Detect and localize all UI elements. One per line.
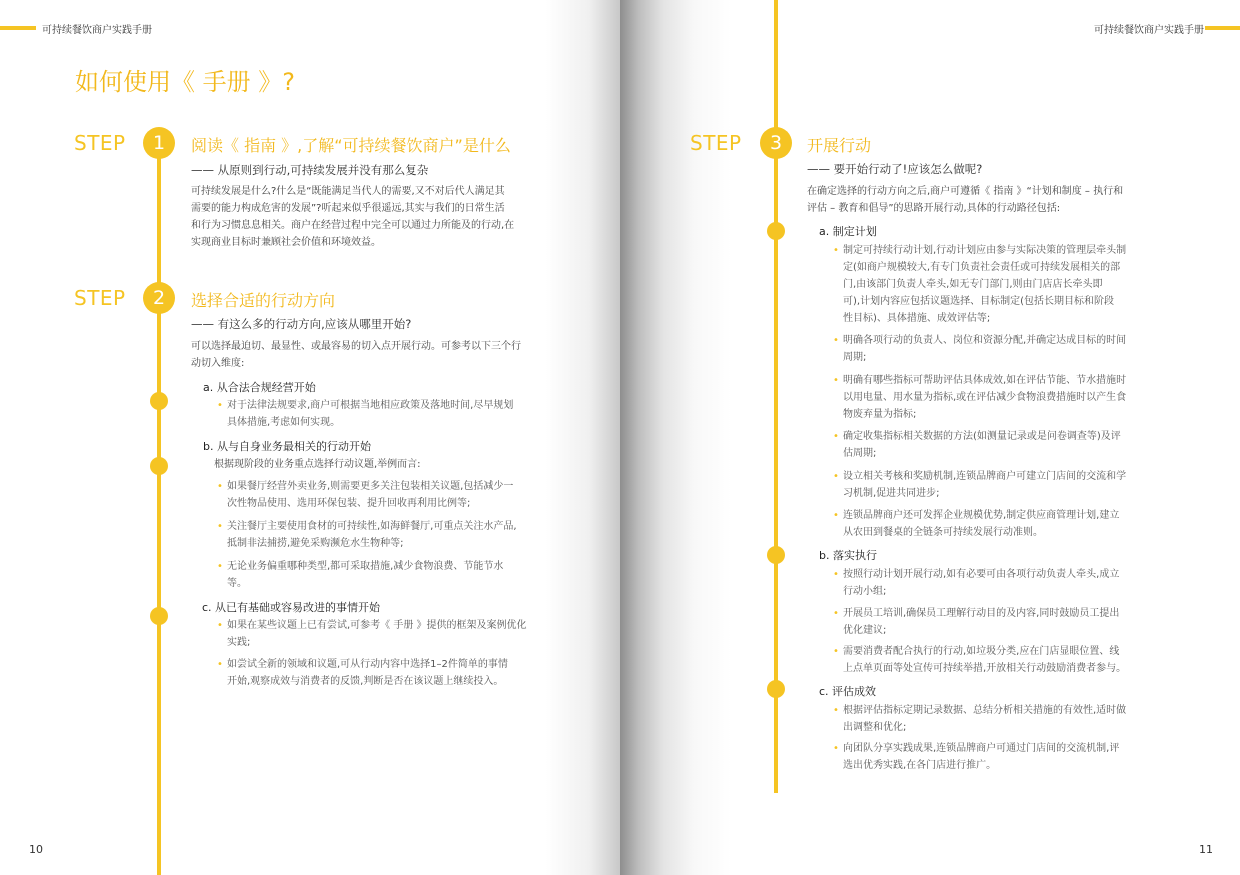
right-page: [620, 0, 1240, 875]
step-label: STEP: [74, 131, 126, 155]
timeline-dot: [767, 680, 785, 698]
list-item: • 向团队分享实践成果,连锁品牌商户可通过门店间的交流机制,评 选出优秀实践,在各门店进行推广。: [833, 740, 1183, 774]
step2-title: 选择合适的行动方向: [191, 291, 336, 310]
step-label: STEP: [74, 286, 126, 310]
timeline-line: [157, 148, 161, 875]
step2-b-intro: 根据现阶段的业务重点选择行动议题,举例而言:: [214, 459, 421, 470]
timeline-dot: [150, 457, 168, 475]
step1-title: 阅读《 指南 》,了解“可持续餐饮商户”是什么: [191, 136, 511, 155]
list-item: • 需要消费者配合执行的行动,如垃圾分类,应在门店显眼位置、线 上点单页面等处宣传可持续举措,开放相关行动鼓励消费者参与。: [833, 643, 1183, 677]
list-item: • 明确各项行动的负责人、岗位和资源分配,并确定达成目标的时间 周期;: [833, 332, 1183, 366]
step-number-badge: 1: [143, 127, 175, 159]
list-item: • 对于法律法规要求,商户可根据当地相应政策及落地时间,尽早规划 具体措施,考虑如何实现。: [217, 397, 563, 431]
timeline-dot: [767, 222, 785, 240]
list-item: • 制定可持续行动计划,行动计划应由参与实际决策的管理层牵头制 定(如商户规模较大,有专门负责社会责任或可持续发展相关的部 门,由该部门负责人牵头,如无专门部门,则由门店店长牵头即 可),计划内容应包括议题选择、目标制定(包括长期目标和阶段 性目标)、具体措施、成效评估等;: [833, 242, 1183, 327]
list-item: • 如果在某些议题上已有尝试,可参考《 手册 》提供的框架及案例优化 实践;: [217, 617, 567, 651]
step3-b-heading: b. 落实执行: [819, 549, 877, 562]
step3-c-heading: c. 评估成效: [819, 685, 877, 698]
step-number-badge: 3: [760, 127, 792, 159]
page-number: 10: [29, 843, 43, 856]
list-item: • 确定收集指标相关数据的方法(如测量记录或是问卷调查等)及评 估周期;: [833, 428, 1183, 462]
page-title: 如何使用《 手册 》?: [75, 68, 295, 96]
list-item: • 明确有哪些指标可帮助评估具体成效,如在评估节能、节水措施时 以用电量、用水量为指标,或在评估减少食物浪费措施时以产生食 物废弃量为指标;: [833, 372, 1183, 423]
step1-paragraph: 可持续发展是什么?什么是“既能满足当代人的需要,又不对后代人满足其 需要的能力构成危害的发展”?听起来似乎很遥远,其实与我们的日常生活 和行为习惯息息相关。商户在经营过程中完全可以通过力所能及的行动,在 实现商业目标时兼顾社会价值和环境效益。: [191, 186, 515, 248]
list-item: • 如尝试全新的领域和议题,可从行动内容中选择1–2件简单的事情 开始,观察成效与消费者的反馈,判断是否在该议题上继续投入。: [217, 656, 567, 690]
timeline-dot: [150, 607, 168, 625]
step3-a-heading: a. 制定计划: [819, 225, 877, 238]
list-item: • 关注餐厅主要使用食材的可持续性,如海鲜餐厅,可重点关注水产品, 抵制非法捕捞,避免采购濒危水生物种等;: [217, 518, 567, 552]
step1-subtitle: —— 从原则到行动,可持续发展并没有那么复杂: [191, 163, 429, 177]
header-title: 可持续餐饮商户实践手册: [42, 25, 152, 36]
step-label: STEP: [690, 131, 742, 155]
page-number: 11: [1199, 843, 1213, 856]
header-accent-bar: [0, 26, 36, 30]
header-accent-bar: [1205, 26, 1240, 30]
step3-subtitle: —— 要开始行动了!应该怎么做呢?: [807, 162, 983, 176]
step3-paragraph: 在确定选择的行动方向之后,商户可遵循《 指南 》“计划和制度 – 执行和 评估 – 教育和倡导”的思路开展行动,具体的行动路径包括:: [807, 186, 1124, 214]
step2-paragraph: 可以选择最迫切、最显性、或最容易的切入点开展行动。可参考以下三个行 动切入维度:: [191, 341, 521, 369]
step3-title: 开展行动: [807, 136, 872, 155]
timeline-dot: [150, 392, 168, 410]
list-item: • 如果餐厅经营外卖业务,则需要更多关注包装相关议题,包括减少一 次性物品使用、选用环保包装、提升回收再利用比例等;: [217, 478, 567, 512]
step-number-badge: 2: [143, 282, 175, 314]
list-item: • 根据评估指标定期记录数据、总结分析相关措施的有效性,适时做 出调整和优化;: [833, 702, 1183, 736]
step2-subtitle: —— 有这么多的行动方向,应该从哪里开始?: [191, 317, 412, 331]
list-item: • 连锁品牌商户还可发挥企业规模优势,制定供应商管理计划,建立 从农田到餐桌的全链条可持续发展行动准则。: [833, 507, 1183, 541]
header-title: 可持续餐饮商户实践手册: [1094, 25, 1204, 36]
timeline-line: [774, 0, 778, 793]
step2-c-heading: c. 从已有基础或容易改进的事情开始: [202, 601, 381, 614]
list-item: • 无论业务偏重哪种类型,都可采取措施,减少食物浪费、节能节水 等。: [217, 558, 567, 592]
timeline-dot: [767, 546, 785, 564]
list-item: • 按照行动计划开展行动,如有必要可由各项行动负责人牵头,成立 行动小组;: [833, 566, 1183, 600]
step2-b-heading: b. 从与自身业务最相关的行动开始: [203, 440, 371, 453]
list-item: • 开展员工培训,确保员工理解行动目的及内容,同时鼓励员工提出 优化建议;: [833, 605, 1183, 639]
list-item: • 设立相关考核和奖励机制,连锁品牌商户可建立门店间的交流和学 习机制,促进共同进步;: [833, 468, 1183, 502]
step2-a-heading: a. 从合法合规经营开始: [203, 381, 316, 394]
